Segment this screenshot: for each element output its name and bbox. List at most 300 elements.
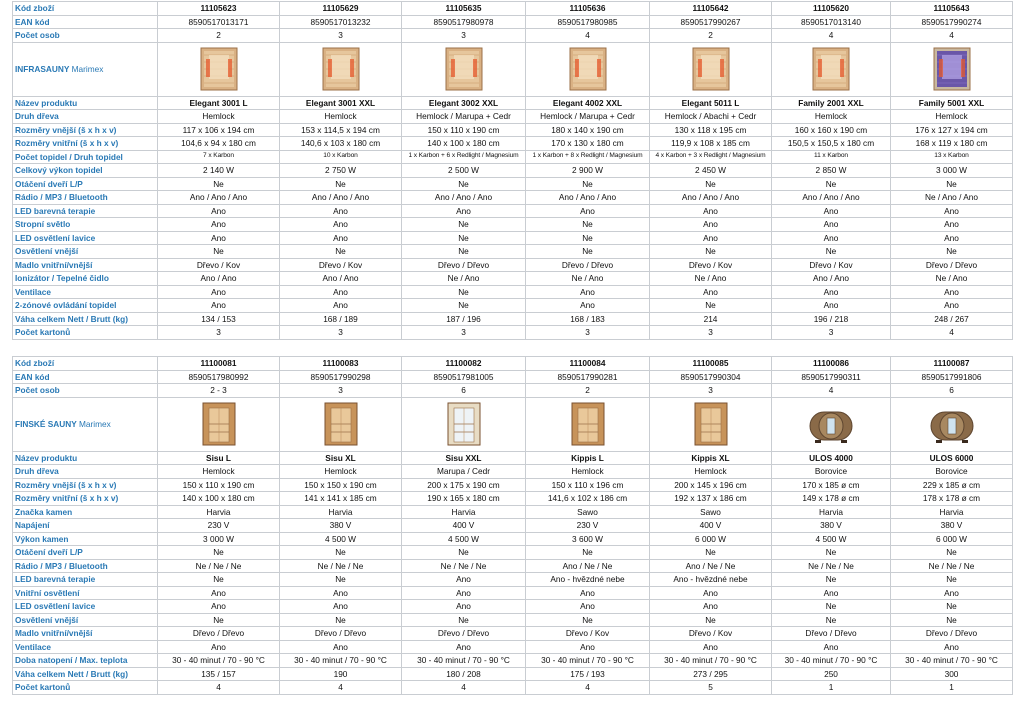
cell-exterior: Ne [526, 245, 650, 259]
cell-persons: 2 - 3 [158, 384, 280, 398]
infrared-sauna-purple-image [928, 45, 976, 93]
cell-led: Ne [772, 573, 891, 587]
cell-power: 2 750 W [280, 164, 402, 178]
cell-code: 11100086 [772, 357, 891, 371]
table-row [13, 519, 1013, 533]
cell-code: 11105629 [280, 2, 402, 16]
cell-voltage: 380 V [772, 519, 891, 533]
cell-exterior: Ne [891, 613, 1013, 627]
row-label-outer: Rozměry vnější (š x h x v) [13, 123, 158, 137]
cell-interior: Ano [158, 586, 280, 600]
table-row [13, 137, 1013, 151]
table-row [13, 110, 1013, 124]
table-row [13, 285, 1013, 299]
cell-ceiling: Ano [280, 218, 402, 232]
cell-wood: Hemlock / Marupa + Cedr [526, 110, 650, 124]
cell-boxes: 3 [526, 326, 650, 340]
cell-name: Kippis XL [650, 451, 772, 465]
cell-vent: Ano [650, 640, 772, 654]
cell-power: 2 850 W [772, 164, 891, 178]
cell-name: Elegant 3002 XXL [402, 96, 526, 110]
cell-voltage: 400 V [402, 519, 526, 533]
table-row [13, 546, 1013, 560]
cell-voltage: 230 V [158, 519, 280, 533]
product-image-cell [158, 397, 280, 451]
row-label-ceiling: Stropní světlo [13, 218, 158, 232]
cell-code: 11105636 [526, 2, 650, 16]
cell-boxes: 3 [158, 326, 280, 340]
cell-bench: Ano [402, 600, 526, 614]
cell-led: Ano [280, 204, 402, 218]
row-label-code: Kód zboží [13, 357, 158, 371]
cell-zone2: Ne [402, 299, 526, 313]
cell-heatup: 30 - 40 minut / 70 - 90 °C [280, 654, 402, 668]
row-label-name: Název produktu [13, 96, 158, 110]
cell-vent: Ano [891, 285, 1013, 299]
row-label-handle: Madlo vnitřní/vnější [13, 627, 158, 641]
cell-inner: 140,6 x 103 x 180 cm [280, 137, 402, 151]
row-label-vent: Ventilace [13, 640, 158, 654]
category-label [13, 42, 158, 96]
table-row [13, 272, 1013, 286]
cell-power: 3 000 W [891, 164, 1013, 178]
table-row [13, 245, 1013, 259]
cell-bench: Ne [526, 231, 650, 245]
cell-persons: 2 [526, 384, 650, 398]
cell-inner: 141 x 141 x 185 cm [280, 492, 402, 506]
cell-boxes: 4 [158, 681, 280, 695]
cell-ionizer: Ne / Ano [526, 272, 650, 286]
cell-led: Ano [526, 204, 650, 218]
table-row [13, 357, 1013, 371]
row-label-name: Název produktu [13, 451, 158, 465]
cell-persons: 4 [772, 384, 891, 398]
finnish-sauna-cabin-image [195, 400, 243, 448]
cell-led: Ano [158, 204, 280, 218]
cell-persons: 6 [402, 384, 526, 398]
cell-outer: 229 x 185 ø cm [891, 478, 1013, 492]
cell-door: Ne [891, 177, 1013, 191]
cell-code: 11100085 [650, 357, 772, 371]
cell-inner: 140 x 100 x 180 cm [158, 492, 280, 506]
cell-radio: Ano / Ne / Ne [526, 559, 650, 573]
cell-led: Ano - hvězdné nebe [650, 573, 772, 587]
cell-handle: Dřevo / Dřevo [402, 627, 526, 641]
cell-power: 2 500 W [402, 164, 526, 178]
cell-wood: Marupa / Cedr [402, 465, 526, 479]
cell-outer: 170 x 185 ø cm [772, 478, 891, 492]
infrared-sauna-cabin-image [687, 45, 735, 93]
cell-ean: 8590517013232 [280, 15, 402, 29]
cell-radio: Ne / Ne / Ne [158, 559, 280, 573]
cell-outer: 150 x 110 x 190 cm [158, 478, 280, 492]
cell-power: 4 500 W [772, 532, 891, 546]
cell-outer: 150 x 110 x 196 cm [526, 478, 650, 492]
table-row [13, 258, 1013, 272]
table-row [13, 191, 1013, 205]
cell-inner: 168 x 119 x 180 cm [891, 137, 1013, 151]
cell-name: Elegant 5011 L [650, 96, 772, 110]
row-label-wood: Druh dřeva [13, 465, 158, 479]
cell-vent: Ano [772, 285, 891, 299]
cell-handle: Dřevo / Dřevo [891, 627, 1013, 641]
cell-stones: Harvia [891, 505, 1013, 519]
cell-radio: Ne / Ne / Ne [280, 559, 402, 573]
cell-boxes: 4 [526, 681, 650, 695]
cell-zone2: Ano [891, 299, 1013, 313]
cell-wood: Hemlock / Marupa + Cedr [402, 110, 526, 124]
row-label-interior: Vnitřní osvětlení [13, 586, 158, 600]
cell-name: Elegant 3001 XXL [280, 96, 402, 110]
barrel-sauna-image [807, 400, 855, 448]
product-image-cell [158, 42, 280, 96]
cell-inner: 190 x 165 x 180 cm [402, 492, 526, 506]
cell-led: Ne [280, 573, 402, 587]
infrared-sauna-cabin-image [440, 45, 488, 93]
cell-interior: Ano [891, 586, 1013, 600]
cell-inner: 170 x 130 x 180 cm [526, 137, 650, 151]
cell-boxes: 3 [772, 326, 891, 340]
cell-door: Ne [891, 546, 1013, 560]
cell-heaters: 13 x Karbon [891, 150, 1013, 164]
cell-heatup: 30 - 40 minut / 70 - 90 °C [772, 654, 891, 668]
cell-stones: Sawo [650, 505, 772, 519]
table-row [13, 640, 1013, 654]
cell-radio: Ne / Ne / Ne [402, 559, 526, 573]
cell-weight: 135 / 157 [158, 667, 280, 681]
product-image-cell [772, 42, 891, 96]
table-row [13, 654, 1013, 668]
barrel-sauna-image [928, 400, 976, 448]
cell-door: Ne [526, 177, 650, 191]
table-row [13, 667, 1013, 681]
table-row [13, 231, 1013, 245]
cell-bench: Ano [650, 231, 772, 245]
cell-interior: Ano [526, 586, 650, 600]
cell-ean: 8590517013171 [158, 15, 280, 29]
cell-door: Ne [402, 177, 526, 191]
cell-wood: Hemlock [158, 465, 280, 479]
cell-exterior: Ne [280, 245, 402, 259]
cell-radio: Ne / Ano / Ano [891, 191, 1013, 205]
cell-name: Family 2001 XXL [772, 96, 891, 110]
cell-bench: Ano [891, 231, 1013, 245]
infrared-sauna-table [12, 1, 1013, 340]
row-label-ionizer: Ionizátor / Tepelné čidlo [13, 272, 158, 286]
row-label-handle: Madlo vnitřní/vnější [13, 258, 158, 272]
cell-handle: Dřevo / Kov [526, 627, 650, 641]
cell-power: 4 500 W [280, 532, 402, 546]
row-label-exterior: Osvětlení vnější [13, 613, 158, 627]
cell-name: ULOS 4000 [772, 451, 891, 465]
cell-handle: Dřevo / Dřevo [402, 258, 526, 272]
table-row [13, 96, 1013, 110]
cell-zone2: Ano [158, 299, 280, 313]
cell-exterior: Ne [280, 613, 402, 627]
cell-exterior: Ne [772, 613, 891, 627]
cell-wood: Hemlock [772, 110, 891, 124]
row-label-power: Celkový výkon topidel [13, 164, 158, 178]
cell-interior: Ano [402, 586, 526, 600]
cell-outer: 180 x 140 x 190 cm [526, 123, 650, 137]
cell-handle: Dřevo / Kov [280, 258, 402, 272]
cell-stones: Harvia [772, 505, 891, 519]
row-label-radio: Rádio / MP3 / Bluetooth [13, 191, 158, 205]
cell-outer: 200 x 145 x 196 cm [650, 478, 772, 492]
cell-exterior: Ne [650, 613, 772, 627]
row-label-heatup: Doba natopení / Max. teplota [13, 654, 158, 668]
cell-outer: 200 x 175 x 190 cm [402, 478, 526, 492]
cell-weight: 168 / 189 [280, 312, 402, 326]
row-label-radio: Rádio / MP3 / Bluetooth [13, 559, 158, 573]
product-image-cell [526, 42, 650, 96]
finnish-sauna-interior-image [687, 400, 735, 448]
cell-ean: 8590517990274 [891, 15, 1013, 29]
cell-vent: Ano [158, 640, 280, 654]
table-row [13, 600, 1013, 614]
table-row [13, 2, 1013, 16]
cell-radio: Ano / Ano / Ano [772, 191, 891, 205]
table-row [13, 492, 1013, 506]
finnish-sauna-glass-image [440, 400, 488, 448]
cell-heaters: 1 x Karbon + 8 x Redlight / Magnesium [526, 150, 650, 164]
cell-boxes: 1 [891, 681, 1013, 695]
cell-vent: Ano [526, 640, 650, 654]
row-label-weight: Váha celkem Nett / Brutt (kg) [13, 312, 158, 326]
row-label-door: Otáčení dveří L/P [13, 546, 158, 560]
cell-zone2: Ano [280, 299, 402, 313]
cell-heaters: 11 x Karbon [772, 150, 891, 164]
cell-voltage: 400 V [650, 519, 772, 533]
cell-persons: 4 [772, 29, 891, 43]
cell-led: Ano [772, 204, 891, 218]
cell-door: Ne [280, 546, 402, 560]
cell-boxes: 5 [650, 681, 772, 695]
product-image-cell [280, 42, 402, 96]
cell-code: 11100083 [280, 357, 402, 371]
cell-name: Elegant 4002 XXL [526, 96, 650, 110]
table-row [13, 505, 1013, 519]
cell-power: 4 500 W [402, 532, 526, 546]
cell-code: 11100081 [158, 357, 280, 371]
cell-door: Ne [650, 177, 772, 191]
cell-ionizer: Ano / Ano [772, 272, 891, 286]
product-image-cell [650, 42, 772, 96]
cell-persons: 4 [891, 29, 1013, 43]
table-row [13, 627, 1013, 641]
cell-name: Kippis L [526, 451, 650, 465]
table-row [13, 573, 1013, 587]
cell-door: Ne [280, 177, 402, 191]
row-label-bench: LED osvětlení lavice [13, 600, 158, 614]
cell-exterior: Ne [526, 613, 650, 627]
row-label-led: LED barevná terapie [13, 573, 158, 587]
cell-ean: 8590517980985 [526, 15, 650, 29]
cell-outer: 176 x 127 x 194 cm [891, 123, 1013, 137]
cell-stones: Harvia [280, 505, 402, 519]
cell-name: Elegant 3001 L [158, 96, 280, 110]
cell-door: Ne [526, 546, 650, 560]
cell-power: 3 000 W [158, 532, 280, 546]
cell-weight: 273 / 295 [650, 667, 772, 681]
cell-persons: 6 [891, 384, 1013, 398]
row-label-wood: Druh dřeva [13, 110, 158, 124]
cell-wood: Borovice [772, 465, 891, 479]
cell-bench: Ano [158, 231, 280, 245]
table-row [13, 177, 1013, 191]
cell-outer: 130 x 118 x 195 cm [650, 123, 772, 137]
cell-inner: 104,6 x 94 x 180 cm [158, 137, 280, 151]
table-row [13, 681, 1013, 695]
row-label-voltage: Napájení [13, 519, 158, 533]
product-image-cell [280, 397, 402, 451]
cell-bench: Ano [650, 600, 772, 614]
cell-exterior: Ne [402, 245, 526, 259]
cell-inner: 192 x 137 x 186 cm [650, 492, 772, 506]
cell-ionizer: Ano / Ano [280, 272, 402, 286]
cell-interior: Ano [280, 586, 402, 600]
cell-outer: 150 x 150 x 190 cm [280, 478, 402, 492]
finnish-sauna-cabin-image [317, 400, 365, 448]
cell-boxes: 3 [280, 326, 402, 340]
cell-vent: Ano [772, 640, 891, 654]
cell-name: Sisu XXL [402, 451, 526, 465]
cell-vent: Ne [402, 285, 526, 299]
cell-persons: 3 [402, 29, 526, 43]
cell-led: Ano [402, 573, 526, 587]
cell-radio: Ano / Ano / Ano [402, 191, 526, 205]
cell-exterior: Ne [891, 245, 1013, 259]
cell-exterior: Ne [650, 245, 772, 259]
cell-weight: 248 / 267 [891, 312, 1013, 326]
cell-bench: Ne [772, 600, 891, 614]
row-label-boxes: Počet kartonů [13, 326, 158, 340]
cell-ean: 8590517990281 [526, 370, 650, 384]
cell-persons: 3 [280, 29, 402, 43]
cell-door: Ne [158, 546, 280, 560]
cell-exterior: Ne [402, 613, 526, 627]
cell-heatup: 30 - 40 minut / 70 - 90 °C [650, 654, 772, 668]
cell-inner: 140 x 100 x 180 cm [402, 137, 526, 151]
cell-ionizer: Ne / Ano [891, 272, 1013, 286]
cell-voltage: 380 V [891, 519, 1013, 533]
table-row [13, 150, 1013, 164]
table-row [13, 532, 1013, 546]
row-label-code: Kód zboží [13, 2, 158, 16]
cell-stones: Harvia [158, 505, 280, 519]
cell-code: 11105623 [158, 2, 280, 16]
cell-wood: Hemlock [280, 110, 402, 124]
row-label-outer: Rozměry vnější (š x h x v) [13, 478, 158, 492]
row-label-ean: EAN kód [13, 370, 158, 384]
cell-wood: Hemlock [280, 465, 402, 479]
cell-inner: 119,9 x 108 x 185 cm [650, 137, 772, 151]
cell-heaters: 10 x Karbon [280, 150, 402, 164]
table-row [13, 384, 1013, 398]
cell-radio: Ne / Ne / Ne [772, 559, 891, 573]
cell-ean: 8590517990311 [772, 370, 891, 384]
cell-name: Sisu L [158, 451, 280, 465]
row-label-persons: Počet osob [13, 29, 158, 43]
cell-door: Ne [772, 546, 891, 560]
cell-vent: Ano [526, 285, 650, 299]
cell-led: Ano [891, 204, 1013, 218]
cell-ceiling: Ne [402, 218, 526, 232]
cell-outer: 150 x 110 x 190 cm [402, 123, 526, 137]
cell-led: Ano [402, 204, 526, 218]
cell-inner: 178 x 178 ø cm [891, 492, 1013, 506]
cell-led: Ne [158, 573, 280, 587]
cell-heatup: 30 - 40 minut / 70 - 90 °C [526, 654, 650, 668]
row-label-exterior: Osvětlení vnější [13, 245, 158, 259]
product-image-cell [891, 42, 1013, 96]
cell-vent: Ano [280, 640, 402, 654]
cell-persons: 4 [526, 29, 650, 43]
cell-weight: 250 [772, 667, 891, 681]
cell-radio: Ano / Ano / Ano [650, 191, 772, 205]
cell-boxes: 1 [772, 681, 891, 695]
cell-voltage: 230 V [526, 519, 650, 533]
table-row [13, 123, 1013, 137]
cell-boxes: 4 [402, 681, 526, 695]
cell-handle: Dřevo / Dřevo [891, 258, 1013, 272]
cell-led: Ano - hvězdné nebe [526, 573, 650, 587]
cell-code: 11105620 [772, 2, 891, 16]
cell-heatup: 30 - 40 minut / 70 - 90 °C [891, 654, 1013, 668]
cell-vent: Ano [280, 285, 402, 299]
cell-wood: Hemlock [526, 465, 650, 479]
product-image-cell [891, 397, 1013, 451]
cell-name: ULOS 6000 [891, 451, 1013, 465]
cell-handle: Dřevo / Dřevo [280, 627, 402, 641]
cell-code: 11105642 [650, 2, 772, 16]
cell-name: Sisu XL [280, 451, 402, 465]
brand-name: Marimex [78, 418, 111, 429]
cell-exterior: Ne [158, 245, 280, 259]
table-row [13, 218, 1013, 232]
row-label-boxes: Počet kartonů [13, 681, 158, 695]
cell-code: 11100084 [526, 357, 650, 371]
cell-weight: 214 [650, 312, 772, 326]
cell-ean: 8590517980992 [158, 370, 280, 384]
cell-bench: Ne [402, 231, 526, 245]
cell-stones: Harvia [402, 505, 526, 519]
cell-wood: Hemlock / Abachi + Cedr [650, 110, 772, 124]
cell-vent: Ano [402, 640, 526, 654]
table-row [13, 586, 1013, 600]
cell-door: Ne [772, 177, 891, 191]
product-image-cell [402, 42, 526, 96]
cell-weight: 180 / 208 [402, 667, 526, 681]
cell-stones: Sawo [526, 505, 650, 519]
row-label-inner: Rozměry vnitřní (š x h x v) [13, 137, 158, 151]
row-label-vent: Ventilace [13, 285, 158, 299]
finnish-sauna-cabin-image [564, 400, 612, 448]
cell-code: 11100082 [402, 357, 526, 371]
cell-vent: Ano [891, 640, 1013, 654]
infrared-sauna-corner-image [807, 45, 855, 93]
cell-handle: Dřevo / Kov [650, 258, 772, 272]
table-row [13, 326, 1013, 340]
cell-radio: Ne / Ne / Ne [891, 559, 1013, 573]
cell-persons: 2 [650, 29, 772, 43]
cell-weight: 196 / 218 [772, 312, 891, 326]
category-name: INFRASAUNY [15, 63, 70, 74]
cell-name: Family 5001 XXL [891, 96, 1013, 110]
cell-voltage: 380 V [280, 519, 402, 533]
table-row [13, 465, 1013, 479]
row-label-heaters: Počet topidel / Druh topidel [13, 150, 158, 164]
